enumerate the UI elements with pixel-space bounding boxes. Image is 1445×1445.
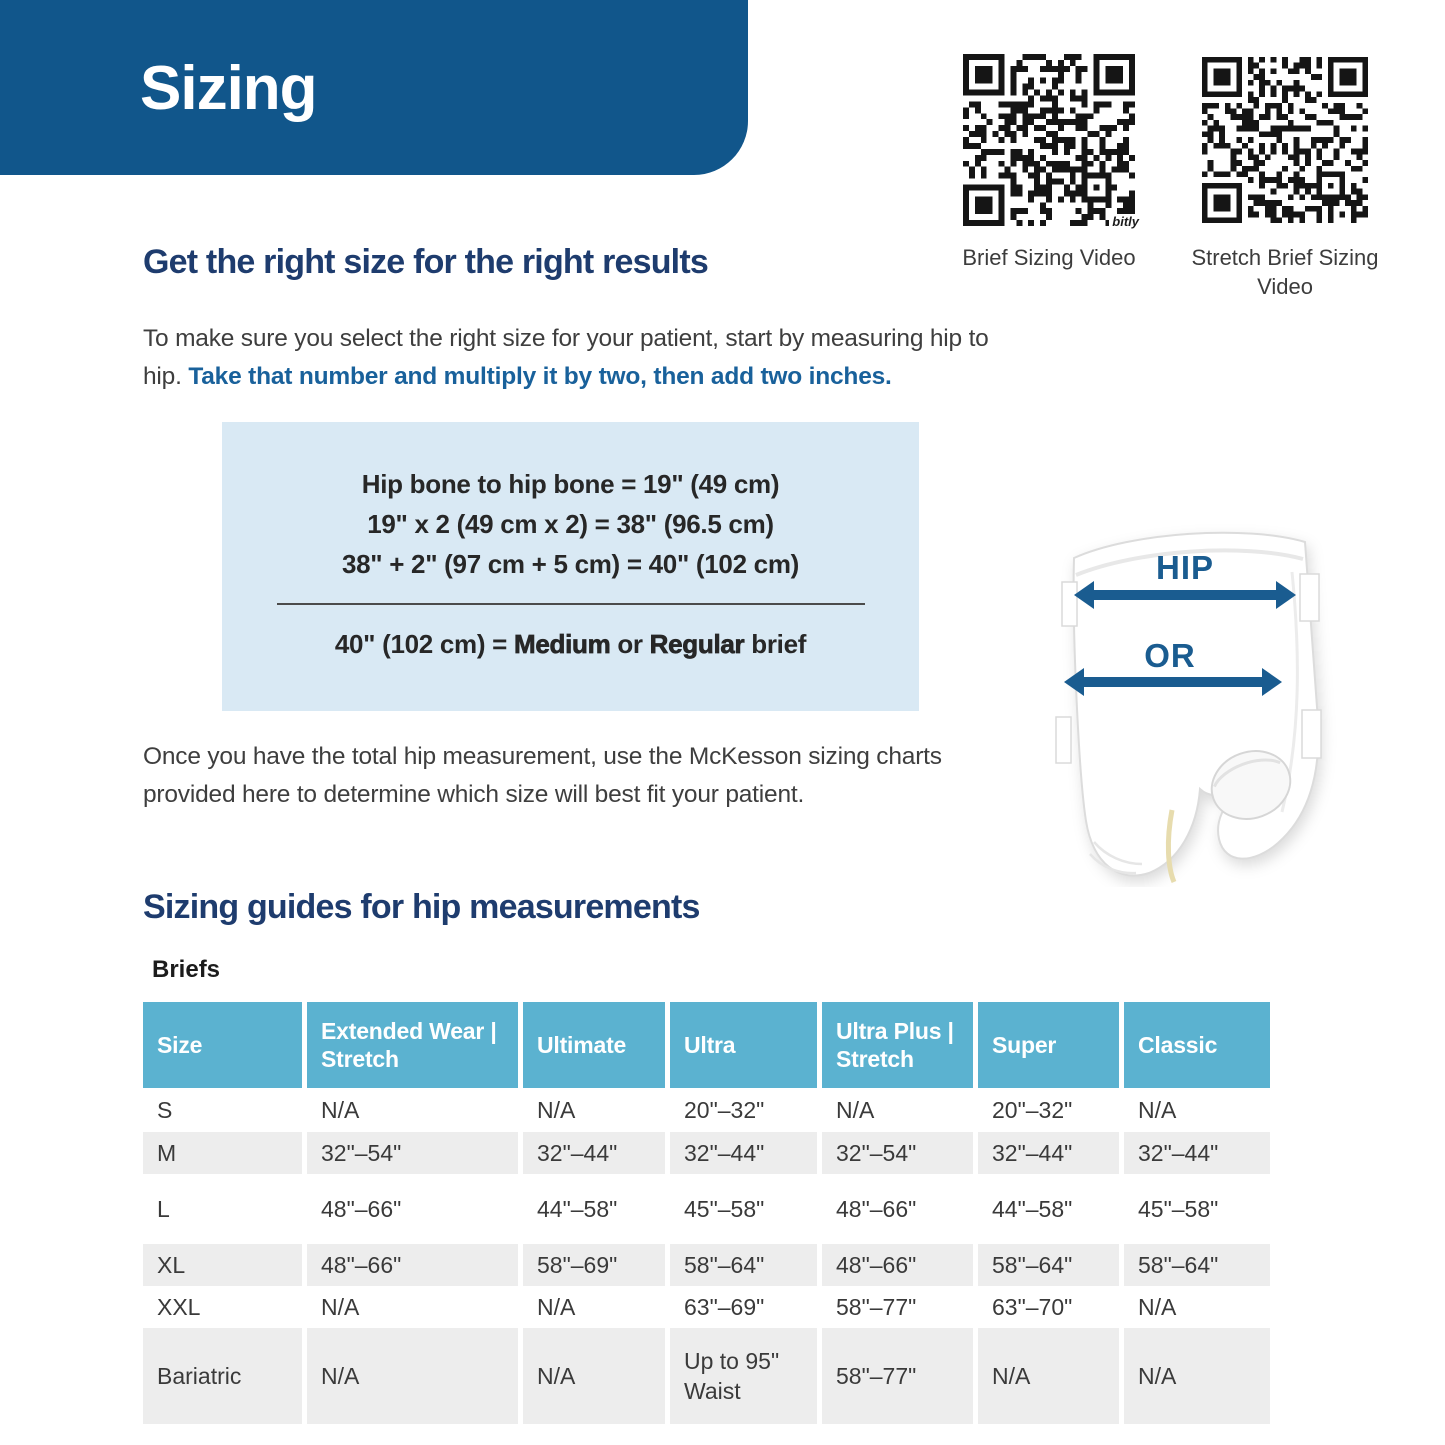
column-header: Classic xyxy=(1124,1002,1270,1088)
value-cell: N/A xyxy=(537,1294,576,1320)
sizing-table xyxy=(143,1002,1270,1424)
value-cell: N/A xyxy=(1138,1097,1177,1123)
value-cell: 58"–77" xyxy=(836,1294,917,1320)
value-cell: 44"–58" xyxy=(537,1196,618,1222)
value-cell: 58"–64" xyxy=(670,1244,817,1286)
size-cell: XXL xyxy=(157,1294,201,1320)
hip-label: HIP xyxy=(1155,549,1215,586)
size-cell: Bariatric xyxy=(143,1328,302,1424)
result-prefix: 40" (102 cm) = xyxy=(334,629,514,659)
intro-text: To make sure you select the right size for your patient, start by measuring hip to hip. xyxy=(143,325,989,390)
section-heading-right-size: Get the right size for the right results xyxy=(143,243,708,281)
result-or: or xyxy=(610,629,650,659)
value-cell: 45"–58" xyxy=(1138,1196,1219,1222)
value-cell: N/A xyxy=(836,1097,875,1123)
value-cell: 58"–64" xyxy=(978,1244,1119,1286)
example-line: 38" + 2" (97 cm + 5 cm) = 40" (102 cm) xyxy=(341,549,800,579)
column-header: Ultimate xyxy=(523,1002,665,1088)
value-cell: N/A xyxy=(537,1097,576,1123)
example-line: 19" x 2 (49 cm x 2) = 38" (96.5 cm) xyxy=(367,509,774,539)
value-cell: 45"–58" xyxy=(684,1196,765,1222)
page-title: Sizing xyxy=(140,54,317,123)
table-row xyxy=(143,1328,1270,1424)
column-header: Super xyxy=(978,1002,1119,1088)
value-cell: 63"–70" xyxy=(992,1294,1073,1320)
size-cell: L xyxy=(157,1196,170,1222)
value-cell: N/A xyxy=(321,1097,360,1123)
value-cell: 48"–66" xyxy=(321,1196,402,1222)
value-cell: 48"–66" xyxy=(822,1244,973,1286)
value-cell: 32"–44" xyxy=(523,1132,665,1174)
value-cell: 48"–66" xyxy=(307,1244,518,1286)
value-cell: N/A xyxy=(523,1328,665,1424)
value-cell: 20"–32" xyxy=(992,1097,1073,1123)
value-cell: 44"–58" xyxy=(992,1196,1073,1222)
value-cell: N/A xyxy=(1124,1328,1270,1424)
value-cell: 58"–77" xyxy=(822,1328,973,1424)
size-cell: S xyxy=(157,1097,173,1123)
table-row xyxy=(143,1132,1270,1174)
result-size-regular: Regular xyxy=(649,629,745,659)
example-result-line xyxy=(222,629,919,660)
table-header-row xyxy=(143,1002,1270,1088)
value-cell: N/A xyxy=(1138,1294,1177,1320)
qr-code-stretch-brief-sizing xyxy=(1202,57,1368,223)
column-header: Ultra xyxy=(670,1002,817,1088)
column-header: Extended Wear | Stretch xyxy=(307,1002,518,1088)
value-cell: 32"–54" xyxy=(822,1132,973,1174)
example-lines xyxy=(222,422,919,584)
value-cell: 32"–44" xyxy=(1124,1132,1270,1174)
value-cell: 20"–32" xyxy=(684,1097,765,1123)
measurement-example-box xyxy=(222,422,919,711)
result-suffix: brief xyxy=(744,629,807,659)
qr-code-brief-sizing xyxy=(963,54,1139,229)
or-label: OR xyxy=(1144,637,1196,674)
page-header-banner xyxy=(0,0,748,175)
intro-paragraph xyxy=(143,320,1027,396)
bitly-watermark: bitly xyxy=(1109,214,1139,229)
example-line: Hip bone to hip bone = 19" (49 cm) xyxy=(361,469,780,499)
value-cell: 48"–66" xyxy=(836,1196,917,1222)
size-cell: XL xyxy=(143,1244,302,1286)
qr-caption-stretch-brief-sizing: Stretch Brief Sizing Video xyxy=(1191,245,1379,299)
value-cell: 32"–44" xyxy=(978,1132,1119,1174)
example-divider xyxy=(277,603,865,605)
closing-paragraph: Once you have the total hip measurement, use the McKesson sizing charts provided here to determine which size will best fit your patient. xyxy=(143,743,942,808)
value-cell: 63"–69" xyxy=(684,1294,765,1320)
intro-text-emphasis: Take that number and multiply it by two, then add two inches. xyxy=(188,363,892,390)
value-cell: N/A xyxy=(978,1328,1119,1424)
table-row xyxy=(143,1244,1270,1286)
value-cell: 58"–64" xyxy=(1124,1244,1270,1286)
value-cell: Up to 95" Waist xyxy=(670,1328,817,1424)
qr-code-icon xyxy=(1202,57,1368,223)
value-cell: 32"–54" xyxy=(307,1132,518,1174)
table-row xyxy=(143,1088,1270,1132)
brief-measurement-diagram xyxy=(1054,512,1360,887)
column-header: Ultra Plus | Stretch xyxy=(822,1002,973,1088)
value-cell: N/A xyxy=(307,1328,518,1424)
value-cell: N/A xyxy=(321,1294,360,1320)
result-size-medium: Medium xyxy=(513,629,611,659)
table-title-briefs: Briefs xyxy=(152,956,221,983)
qr-code-icon xyxy=(963,54,1135,226)
size-cell: M xyxy=(143,1132,302,1174)
section-heading-sizing-guides: Sizing guides for hip measurements xyxy=(143,888,700,926)
column-header: Size xyxy=(143,1002,302,1088)
value-cell: 32"–44" xyxy=(670,1132,817,1174)
table-row xyxy=(143,1286,1270,1328)
qr-caption-brief-sizing: Brief Sizing Video xyxy=(962,245,1136,270)
value-cell: 58"–69" xyxy=(523,1244,665,1286)
table-row xyxy=(143,1174,1270,1244)
